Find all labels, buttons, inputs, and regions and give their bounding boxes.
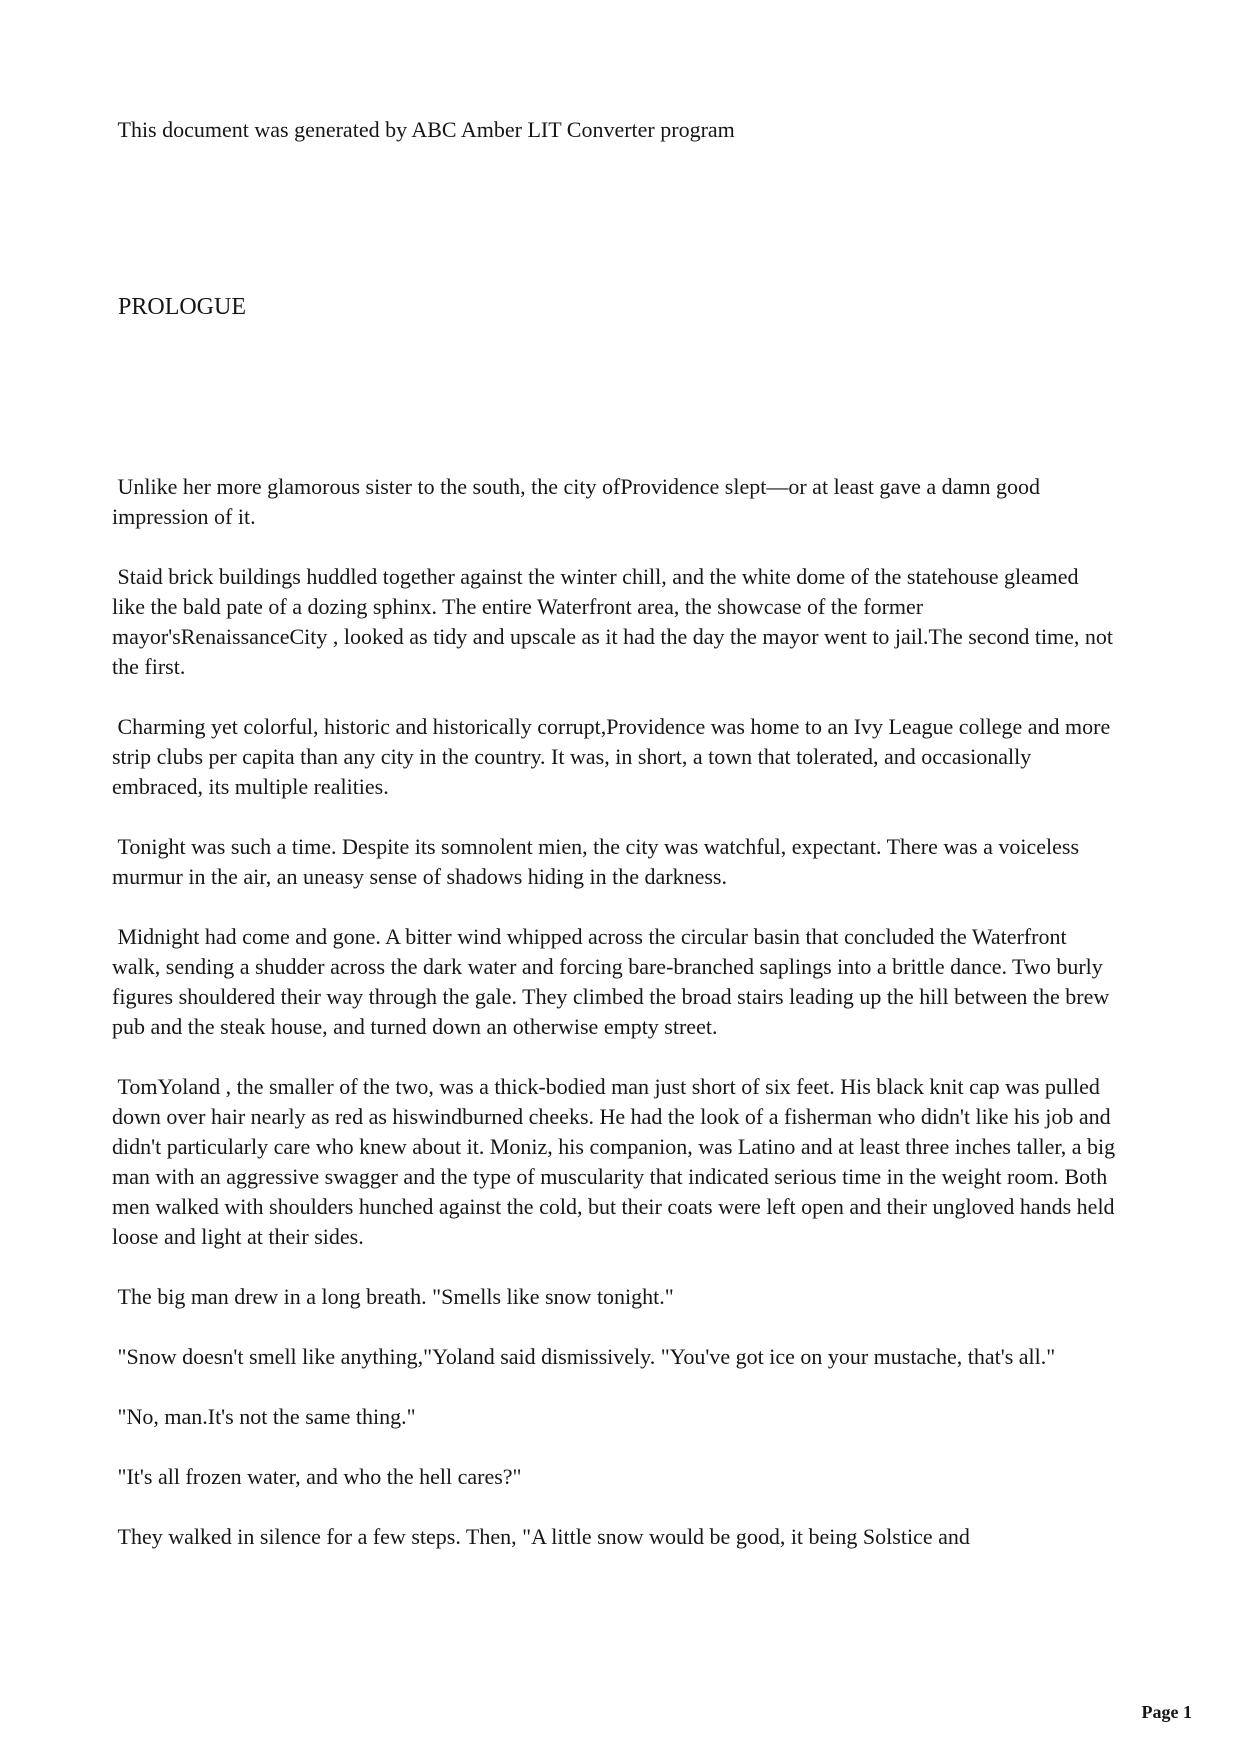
paragraph: Tonight was such a time. Despite its somnolent mien, the city was watchful, expectant. There was a voiceless murmur in the air, an uneasy sense of shadows hiding in the darkness.	[112, 834, 1085, 889]
paragraph: "No, man.It's not the same thing."	[112, 1404, 416, 1429]
chapter-heading: PROLOGUE	[112, 294, 247, 320]
page-content	[112, 0, 1121, 1552]
paragraph: They walked in silence for a few steps. Then, "A little snow would be good, it being Solstice and	[112, 1524, 970, 1549]
paragraph: "It's all frozen water, and who the hell cares?"	[112, 1464, 522, 1489]
paragraph: The big man drew in a long breath. "Smells like snow tonight."	[112, 1284, 674, 1309]
paragraph: Midnight had come and gone. A bitter wind whipped across the circular basin that concluded the Waterfront walk, sending a shudder across the dark water and forcing bare-branched saplings into a brittle dance. Two burly figures shouldered their way through the gale. They climbed the broad stairs leading up the hill between the brew pub and the steak house, and turned down an otherwise empty street.	[112, 924, 1115, 1039]
paragraph: Unlike her more glamorous sister to the south, the city ofProvidence slept—or at least gave a damn good impression of it.	[112, 474, 1046, 529]
paragraph: Charming yet colorful, historic and historically corrupt,Providence was home to an Ivy League college and more strip clubs per capita than any city in the country. It was, in short, a town that tolerated, and occasionally embraced, its multiple realities.	[112, 714, 1116, 799]
paragraph: TomYoland , the smaller of the two, was a thick-bodied man just short of six feet. His black knit cap was pulled down over hair nearly as red as hiswindburned cheeks. He had the look of a fisherman who didn't like his job and didn't particularly care who knew about it. Moniz, his companion, was Latino and at least three inches taller, a big man with an aggressive swagger and the type of muscularity that indicated serious time in the weight room. Both men walked with shoulders hunched against the cold, but their coats were left open and their ungloved hands held loose and light at their sides.	[112, 1074, 1121, 1249]
converter-notice: This document was generated by ABC Amber LIT Converter program	[112, 117, 735, 142]
paragraph: "Snow doesn't smell like anything,"Yoland said dismissively. "You've got ice on your mustache, that's all."	[112, 1344, 1056, 1369]
page-number: Page 1	[1141, 1702, 1192, 1722]
paragraph: Staid brick buildings huddled together against the winter chill, and the white dome of the statehouse gleamed like the bald pate of a dozing sphinx. The entire Waterfront area, the showcase of the former mayor'sRenaissanceCity , looked as tidy and upscale as it had the day the mayor went to jail.The second time, not the first.	[112, 564, 1119, 679]
